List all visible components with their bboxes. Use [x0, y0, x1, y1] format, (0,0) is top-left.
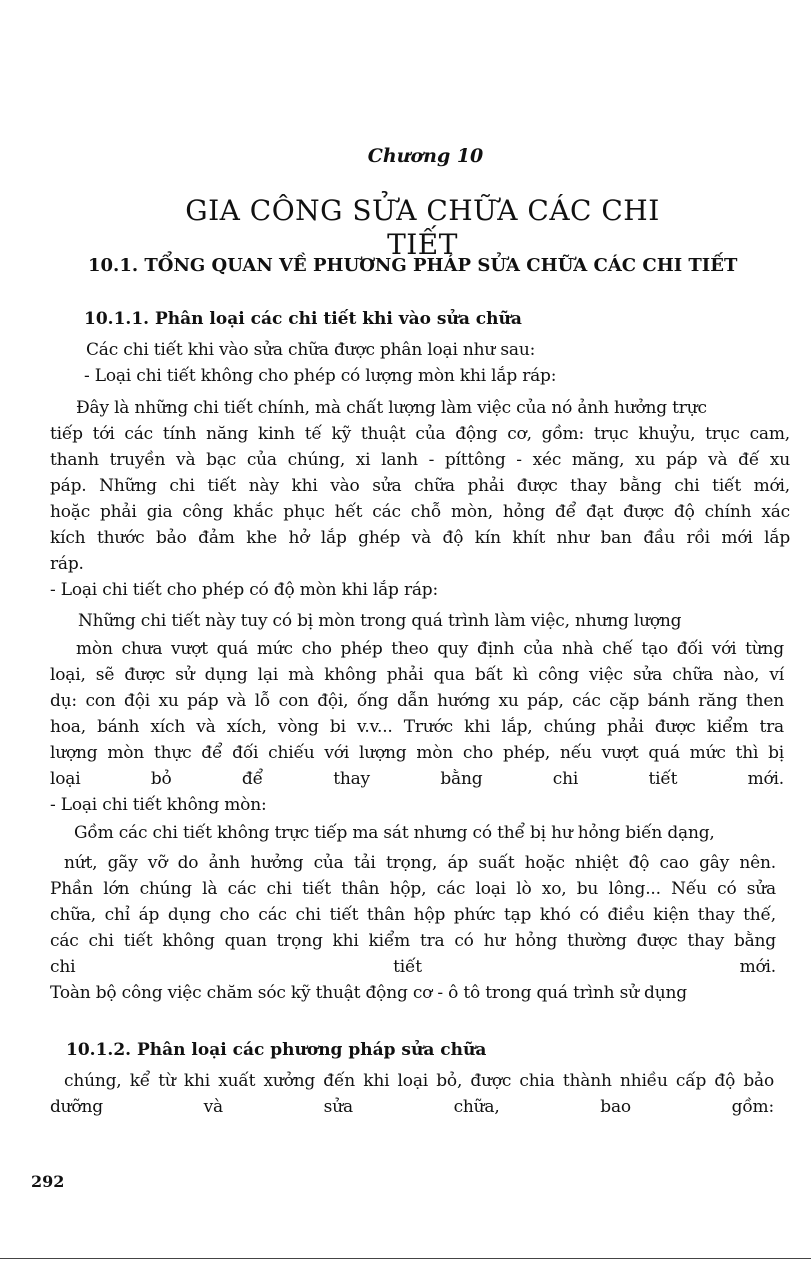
text-line: páp. Những chi tiết này khi vào sửa chữa phải được thay bằng chi tiết mới,: [50, 476, 790, 496]
text-line: chữa, chỉ áp dụng cho các chi tiết thân hộp phức tạp khó có điều kiện thay thế,: [50, 905, 776, 925]
chapter-label: Chương 10: [367, 145, 484, 167]
text-line: - Loại chi tiết cho phép có độ mòn khi lắp ráp:: [50, 580, 439, 600]
text-line: dưỡng và sửa chữa, bao gồm:: [50, 1097, 774, 1117]
text-line: ráp.: [50, 554, 84, 574]
text-line: các chi tiết không quan trọng khi kiểm tra có hư hỏng thường được thay bằng: [50, 931, 776, 951]
text-line: chúng, kể từ khi xuất xưởng đến khi loại bỏ, được chia thành nhiều cấp độ bảo: [64, 1071, 774, 1091]
subsection-heading-1: 10.1.1. Phân loại các chi tiết khi vào sửa chữa: [84, 309, 522, 329]
text-line: Các chi tiết khi vào sửa chữa được phân loại như sau:: [86, 340, 536, 360]
text-line: nứt, gãy vỡ do ảnh hưởng của tải trọng, áp suất hoặc nhiệt độ cao gây nên.: [64, 853, 776, 873]
text-line: Những chi tiết này tuy có bị mòn trong quá trình làm việc, nhưng lượng: [78, 611, 682, 631]
text-line: kích thước bảo đảm khe hở lắp ghép và độ kín khít như ban đầu rồi mới lắp: [50, 528, 790, 548]
subsection-heading-2: 10.1.2. Phân loại các phương pháp sửa chữa: [66, 1040, 487, 1060]
text-line: Toàn bộ công việc chăm sóc kỹ thuật động cơ - ô tô trong quá trình sử dụng: [50, 983, 687, 1003]
text-line: loại bỏ để thay bằng chi tiết mới.: [50, 769, 784, 789]
text-line: dụ: con đội xu páp và lỗ con đội, ống dẫn hướng xu páp, các cặp bánh răng then: [50, 691, 784, 711]
page-number: 292: [31, 1172, 65, 1191]
text-line: mòn chưa vượt quá mức cho phép theo quy định của nhà chế tạo đối với từng: [76, 639, 784, 659]
chapter-title: GIA CÔNG SỬA CHỮA CÁC CHI TIẾT: [185, 194, 660, 261]
text-line: hoa, bánh xích và xích, vòng bi v.v... Trước khi lắp, chúng phải được kiểm tra: [50, 717, 784, 737]
text-line: loại, sẽ được sử dụng lại mà không phải qua bất kì công việc sửa chữa nào, ví: [50, 665, 784, 685]
text-line: tiếp tới các tính năng kinh tế kỹ thuật của động cơ, gồm: trục khuỷu, trục cam,: [50, 424, 790, 444]
text-line: chi tiết mới.: [50, 957, 776, 977]
text-line: hoặc phải gia công khắc phục hết các chỗ mòn, hỏng để đạt được độ chính xác: [50, 502, 790, 522]
text-line: Phần lớn chúng là các chi tiết thân hộp, các loại lò xo, bu lông... Nếu có sửa: [50, 879, 776, 899]
text-line: Đây là những chi tiết chính, mà chất lượng làm việc của nó ảnh hưởng trực: [76, 398, 707, 418]
page-edge-line: [0, 1258, 811, 1259]
text-line: - Loại chi tiết không cho phép có lượng mòn khi lắp ráp:: [84, 366, 557, 386]
text-line: Gồm các chi tiết không trực tiếp ma sát nhưng có thể bị hư hỏng biến dạng,: [74, 823, 715, 843]
text-line: - Loại chi tiết không mòn:: [50, 795, 267, 815]
text-line: thanh truyền và bạc của chúng, xi lanh - píttông - xéc măng, xu páp và đế xu: [50, 450, 790, 470]
text-line: lượng mòn thực để đối chiếu với lượng mòn cho phép, nếu vượt quá mức thì bị: [50, 743, 784, 763]
section-heading: 10.1. TỔNG QUAN VỀ PHƯƠNG PHÁP SỬA CHỮA CÁC CHI TIẾT: [88, 255, 738, 276]
